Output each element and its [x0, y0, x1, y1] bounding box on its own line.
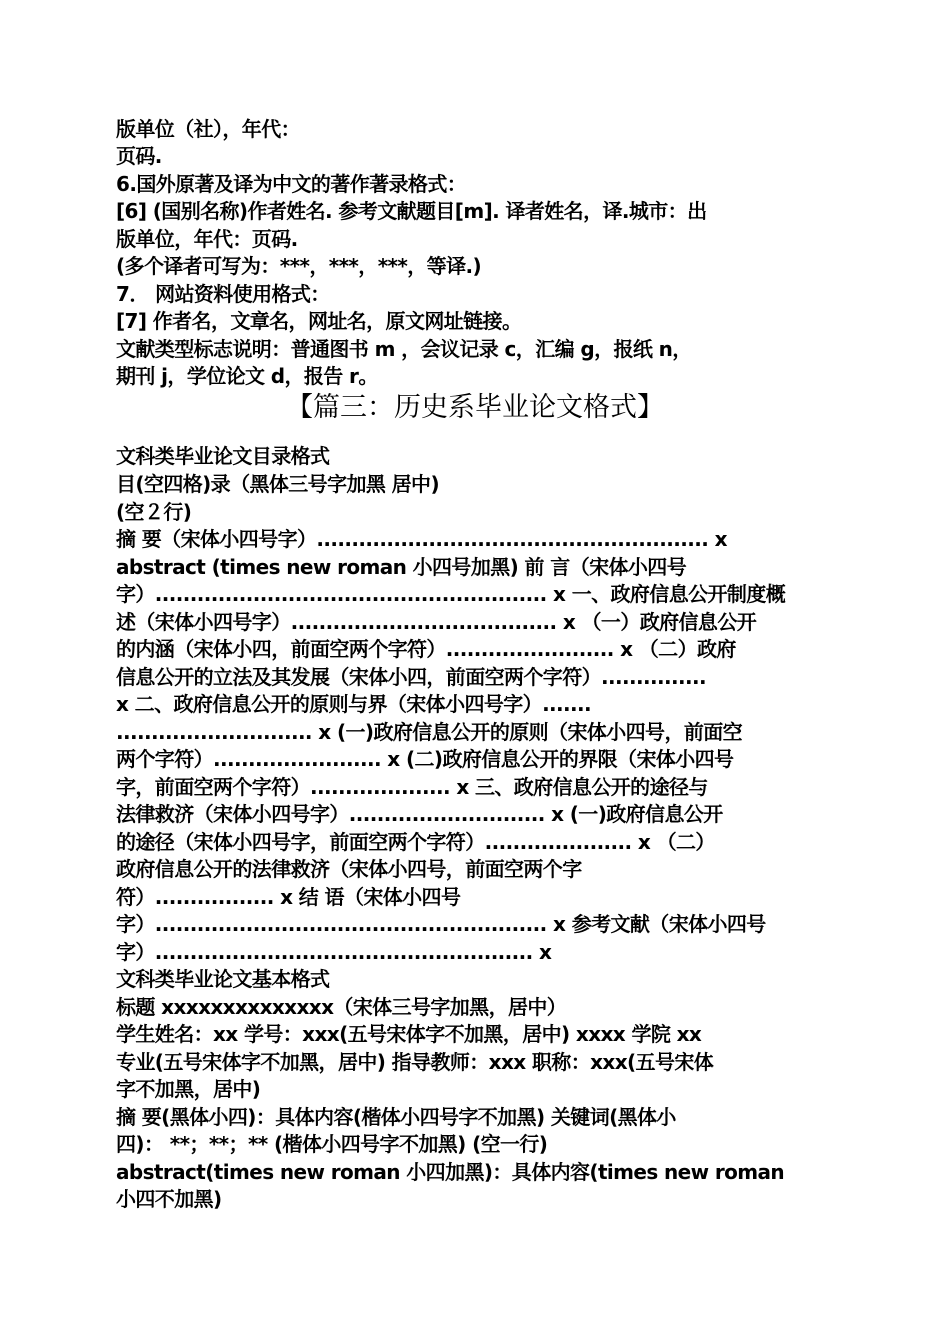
text-line: 7． 网站资料使用格式：	[116, 282, 330, 306]
text-line: 字不加黑，居中)	[116, 1077, 261, 1101]
text-line: 版单位，年代：页码.	[116, 227, 298, 251]
toc-line: 信息公开的立法及其发展（宋体小四，前面空两个字符）...............	[116, 665, 706, 689]
toc-line: 字）........................................................ x 一、政府信息公开制度概	[116, 582, 786, 606]
text-line: 文献类型标志说明：普通图书 m ，会议记录 c，汇编 g，报纸 n，	[116, 337, 692, 361]
text-line: 标题 xxxxxxxxxxxxxx（宋体三号字加黑，居中）	[116, 995, 567, 1019]
toc-line: 的途径（宋体小四号字，前面空两个字符）..................... x （二）	[116, 830, 715, 854]
toc-line: 符）................. x 结 语（宋体小四号	[116, 885, 461, 909]
toc-line: 的内涵（宋体小四，前面空两个字符）........................ x （二）政府	[116, 637, 736, 661]
toc-line: 法律救济（宋体小四号字）............................ x (一)政府信息公开	[116, 802, 723, 826]
text-line: 文科类毕业论文目录格式	[116, 444, 330, 468]
text-line: 摘 要(黑体小四)：具体内容(楷体小四号字不加黑) 关键词(黑体小	[116, 1105, 676, 1129]
text-line: 专业(五号宋体字不加黑，居中) 指导教师：xxx 职称：xxx(五号宋体	[116, 1050, 714, 1074]
toc-line: 述（宋体小四号字）...................................... x （一）政府信息公开	[116, 610, 757, 634]
text-line: 四)： **；**；** (楷体小四号字不加黑) (空一行)	[116, 1132, 548, 1156]
text-line: (空２行)	[116, 500, 192, 524]
toc-line: 字，前面空两个字符）.................... x 三、政府信息公开的途径与	[116, 775, 708, 799]
toc-line: 政府信息公开的法律救济（宋体小四号，前面空两个字	[116, 857, 582, 881]
text-line: 版单位（社），年代：	[116, 117, 300, 141]
text-line: [6] (国别名称)作者姓名. 参考文献题目[m]. 译者姓名，译.城市：出	[116, 199, 707, 223]
text-line: 学生姓名：xx 学号：xxx(五号宋体字不加黑，居中) xxxx 学院 xx	[116, 1022, 702, 1046]
toc-line: 字）........................................................ x 参考文献（宋体小四号	[116, 912, 766, 936]
text-line: 小四不加黑)	[116, 1187, 222, 1211]
text-line: 页码.	[116, 144, 162, 168]
toc-line: ............................ x (一)政府信息公开的原则（宋体小四号，前面空	[116, 720, 743, 744]
section-heading: 【篇三：历史系毕业论文格式】	[286, 392, 664, 423]
text-line: 目(空四格)录（黑体三号字加黑 居中)	[116, 472, 439, 496]
text-line: 期刊 j，学位论文 d，报告 r。	[116, 364, 378, 388]
text-line: abstract(times new roman 小四加黑)：具体内容(times new roman	[116, 1160, 785, 1184]
text-line: 6.国外原著及译为中文的著作著录格式：	[116, 172, 467, 196]
toc-line: 两个字符）........................ x (二)政府信息公开的界限（宋体小四号	[116, 747, 734, 771]
toc-line: abstract (times new roman 小四号加黑) 前 言（宋体小四号	[116, 555, 687, 579]
text-line: 文科类毕业论文基本格式	[116, 967, 330, 991]
text-line: (多个译者可写为：***，***，***，等译.)	[116, 254, 482, 278]
toc-line: 字）...................................................... x	[116, 940, 552, 964]
toc-line: x 二、政府信息公开的原则与界（宋体小四号字）.......	[116, 692, 592, 716]
text-line: [7] 作者名，文章名，网址名，原文网址链接。	[116, 309, 522, 333]
toc-line: 摘 要（宋体小四号字）........................................................ x	[116, 527, 727, 551]
